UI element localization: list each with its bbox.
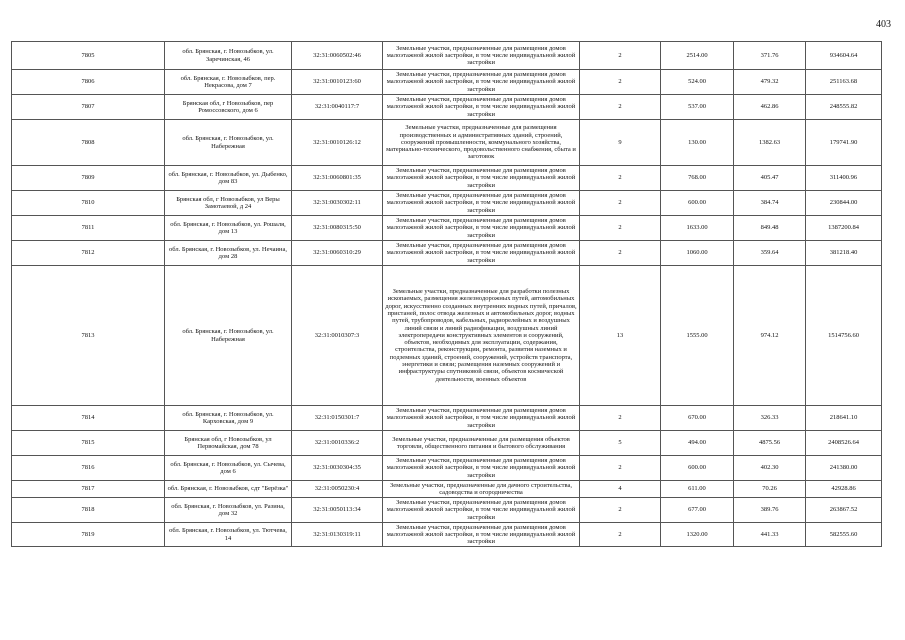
cadastral-number-cell: 32:31:0030304:35	[292, 456, 383, 481]
area-cell: 1320.00	[661, 523, 734, 547]
land-use-cell: Земельные участки, предназначенные для размещения домов малоэтажной жилой застройки, в том числе индивидуальной жилой застройки	[383, 216, 580, 241]
row-number: 7810	[12, 191, 165, 216]
table-row	[12, 216, 882, 241]
group-number-cell: 2	[580, 166, 661, 191]
group-number-cell: 2	[580, 241, 661, 266]
cadastral-number-cell: 32:31:0030302:11	[292, 191, 383, 216]
address-cell: обл. Брянская, г. Новозыбков, ул. Набережная	[165, 120, 292, 166]
land-use-cell: Земельные участки, предназначенные для размещения домов малоэтажной жилой застройки, в том числе индивидуальной жилой застройки	[383, 523, 580, 547]
land-use-cell: Земельные участки, предназначенные для размещения домов малоэтажной жилой застройки, в том числе индивидуальной жилой застройки	[383, 42, 580, 70]
cadastral-number-cell: 32:31:0060502:46	[292, 42, 383, 70]
cadastral-number-cell: 32:31:0010123:60	[292, 70, 383, 95]
row-number: 7815	[12, 431, 165, 456]
area-cell: 2514.00	[661, 42, 734, 70]
area-cell: 600.00	[661, 456, 734, 481]
address-cell: обл. Брянская, г. Новозыбков, ул. Тютчева, 14	[165, 523, 292, 547]
table-row	[12, 70, 882, 95]
land-use-cell: Земельные участки, предназначенные для размещения домов малоэтажной жилой застройки, в том числе индивидуальной жилой застройки	[383, 241, 580, 266]
specific-value-cell: 371.76	[734, 42, 806, 70]
land-use-cell: Земельные участки, предназначенные для размещения домов малоэтажной жилой застройки, в том числе индивидуальной жилой застройки	[383, 456, 580, 481]
cadastral-number-cell: 32:31:0150301:7	[292, 406, 383, 431]
row-number: 7818	[12, 498, 165, 523]
group-number-cell: 2	[580, 406, 661, 431]
cadastral-value-cell: 1387200.84	[806, 216, 882, 241]
row-number: 7819	[12, 523, 165, 547]
cadastral-number-cell: 32:31:0010336:2	[292, 431, 383, 456]
area-cell: 524.00	[661, 70, 734, 95]
land-use-cell: Земельные участки, предназначенные для размещения домов малоэтажной жилой застройки, в том числе индивидуальной жилой застройки	[383, 166, 580, 191]
cadastral-value-cell: 179741.90	[806, 120, 882, 166]
row-number: 7809	[12, 166, 165, 191]
area-cell: 1555.00	[661, 266, 734, 406]
land-use-cell: Земельные участки, предназначенные для размещения домов малоэтажной жилой застройки, в том числе индивидуальной жилой застройки	[383, 406, 580, 431]
cadastral-value-cell: 2408526.64	[806, 431, 882, 456]
cadastral-number-cell: 32:31:0050230:4	[292, 481, 383, 498]
land-registry-table	[11, 41, 882, 547]
group-number-cell: 13	[580, 266, 661, 406]
table-row	[12, 481, 882, 498]
cadastral-number-cell: 32:31:0130319:11	[292, 523, 383, 547]
cadastral-number-cell: 32:31:0060801:35	[292, 166, 383, 191]
row-number: 7813	[12, 266, 165, 406]
table-row	[12, 456, 882, 481]
address-cell: обл. Брянская, г. Новозыбков, ул. Дыбенко, дом 83	[165, 166, 292, 191]
table-row	[12, 406, 882, 431]
cadastral-value-cell: 218641.10	[806, 406, 882, 431]
cadastral-number-cell: 32:31:0080315:50	[292, 216, 383, 241]
cadastral-number-cell: 32:31:0010126:12	[292, 120, 383, 166]
specific-value-cell: 849.48	[734, 216, 806, 241]
land-use-cell: Земельные участки, предназначенные для размещения домов малоэтажной жилой застройки, в том числе индивидуальной жилой застройки	[383, 70, 580, 95]
cadastral-number-cell: 32:31:0060310:29	[292, 241, 383, 266]
address-cell: обл. Брянская, г. Новозыбков, ул. Карховская, дом 9	[165, 406, 292, 431]
group-number-cell: 2	[580, 191, 661, 216]
address-cell: обл. Брянская, г. Новозыбков, пер. Некрасова, дом 7	[165, 70, 292, 95]
table-row	[12, 95, 882, 120]
group-number-cell: 2	[580, 42, 661, 70]
group-number-cell: 2	[580, 523, 661, 547]
specific-value-cell: 974.12	[734, 266, 806, 406]
table-row	[12, 166, 882, 191]
group-number-cell: 9	[580, 120, 661, 166]
group-number-cell: 2	[580, 95, 661, 120]
cadastral-value-cell: 934604.64	[806, 42, 882, 70]
row-number: 7814	[12, 406, 165, 431]
land-use-cell: Земельные участки, предназначенные для разработки полезных ископаемых, размещения железнодорожных путей, автомобильных дорог, искусственно созданных внутренних водных путей, причалов, пристаней, полос отвода железных и автомобильных дорог, водных путей, трубопроводов, кабельных, радиорелейных и воздушных линий связи и линий радиофикации, воздушных линий электропередачи конструктивных элементов и сооружений, объектов, необходимых для эксплуатации, содержания, строительства, реконструкции, ремонта, развития наземных и подземных зданий, строений, сооружений, устройств транспорта, энергетики и связи; размещения наземных сооружений и инфраструктуры спутниковой связи, объектов космической деятельности, военных объектов	[383, 266, 580, 406]
table-row	[12, 523, 882, 547]
row-number: 7805	[12, 42, 165, 70]
address-cell: обл. Брянская, г. Новозыбков, ул. Заречинская, 46	[165, 42, 292, 70]
cadastral-value-cell: 1514756.60	[806, 266, 882, 406]
row-number: 7811	[12, 216, 165, 241]
row-number: 7807	[12, 95, 165, 120]
area-cell: 768.00	[661, 166, 734, 191]
address-cell: обл. Брянская, г. Новозыбков, ул. Разина, дом 32	[165, 498, 292, 523]
specific-value-cell: 389.76	[734, 498, 806, 523]
area-cell: 600.00	[661, 191, 734, 216]
cadastral-number-cell: 32:31:0010307:3	[292, 266, 383, 406]
area-cell: 130.00	[661, 120, 734, 166]
cadastral-value-cell: 582555.60	[806, 523, 882, 547]
cadastral-value-cell: 248555.82	[806, 95, 882, 120]
specific-value-cell: 1382.63	[734, 120, 806, 166]
cadastral-value-cell: 42928.86	[806, 481, 882, 498]
row-number: 7806	[12, 70, 165, 95]
cadastral-value-cell: 241380.00	[806, 456, 882, 481]
area-cell: 1060.00	[661, 241, 734, 266]
cadastral-value-cell: 263867.52	[806, 498, 882, 523]
row-number: 7816	[12, 456, 165, 481]
group-number-cell: 2	[580, 216, 661, 241]
address-cell: обл. Брянская, г. Новозыбков, ул. Рошаля, дом 13	[165, 216, 292, 241]
specific-value-cell: 462.86	[734, 95, 806, 120]
area-cell: 537.00	[661, 95, 734, 120]
land-use-cell: Земельные участки, предназначенные для дачного строительства, садоводства и огородничества	[383, 481, 580, 498]
table-body	[12, 42, 882, 547]
land-use-cell: Земельные участки, предназначенные для размещения домов малоэтажной жилой застройки, в том числе индивидуальной жилой застройки	[383, 95, 580, 120]
cadastral-value-cell: 381218.40	[806, 241, 882, 266]
cadastral-value-cell: 230844.00	[806, 191, 882, 216]
specific-value-cell: 326.33	[734, 406, 806, 431]
specific-value-cell: 384.74	[734, 191, 806, 216]
area-cell: 494.00	[661, 431, 734, 456]
land-use-cell: Земельные участки, предназначенные для размещения производственных и административных зданий, строений, сооружений промышленности, коммунального хозяйства, материально-технического, продовольственного снабжения, сбыта и заготовок	[383, 120, 580, 166]
specific-value-cell: 441.33	[734, 523, 806, 547]
address-cell: обл. Брянская, г. Новозыбков, ул. Сычева, дом 6	[165, 456, 292, 481]
group-number-cell: 2	[580, 70, 661, 95]
land-use-cell: Земельные участки, предназначенные для размещения домов малоэтажной жилой застройки, в том числе индивидуальной жилой застройки	[383, 498, 580, 523]
table-row	[12, 498, 882, 523]
table-row	[12, 191, 882, 216]
group-number-cell: 2	[580, 456, 661, 481]
group-number-cell: 2	[580, 498, 661, 523]
table-row	[12, 241, 882, 266]
specific-value-cell: 70.26	[734, 481, 806, 498]
row-number: 7808	[12, 120, 165, 166]
cadastral-number-cell: 32:31:0050113:34	[292, 498, 383, 523]
row-number: 7817	[12, 481, 165, 498]
cadastral-value-cell: 251163.68	[806, 70, 882, 95]
area-cell: 1633.00	[661, 216, 734, 241]
area-cell: 611.00	[661, 481, 734, 498]
cadastral-value-cell: 311400.96	[806, 166, 882, 191]
specific-value-cell: 479.32	[734, 70, 806, 95]
table-row	[12, 42, 882, 70]
table-row	[12, 120, 882, 166]
group-number-cell: 4	[580, 481, 661, 498]
table-row	[12, 431, 882, 456]
area-cell: 670.00	[661, 406, 734, 431]
cadastral-number-cell: 32:31:0040117:7	[292, 95, 383, 120]
address-cell: Брянская обл, г Новозыбков, пер Ромоссовского, дом 6	[165, 95, 292, 120]
land-use-cell: Земельные участки, предназначенные для размещения домов малоэтажной жилой застройки, в том числе индивидуальной жилой застройки	[383, 191, 580, 216]
specific-value-cell: 359.64	[734, 241, 806, 266]
address-cell: Брянская обл, г Новозыбков, ул Первомайская, дом 78	[165, 431, 292, 456]
address-cell: обл. Брянская, г. Новозыбков, ул. Нечаина, дом 28	[165, 241, 292, 266]
page-number: 403	[876, 19, 891, 30]
area-cell: 677.00	[661, 498, 734, 523]
address-cell: обл. Брянская, г. Новозыбков, сдт "Берёзка"	[165, 481, 292, 498]
address-cell: обл. Брянская, г. Новозыбков, ул. Набережная	[165, 266, 292, 406]
address-cell: Брянская обл, г Новозыбков, ул Веры Замотаевой, д 24	[165, 191, 292, 216]
specific-value-cell: 402.30	[734, 456, 806, 481]
group-number-cell: 5	[580, 431, 661, 456]
row-number: 7812	[12, 241, 165, 266]
land-use-cell: Земельные участки, предназначенные для размещения объектов торговли, общественного питания и бытового обслуживания	[383, 431, 580, 456]
specific-value-cell: 4875.56	[734, 431, 806, 456]
table-row	[12, 266, 882, 406]
specific-value-cell: 405.47	[734, 166, 806, 191]
